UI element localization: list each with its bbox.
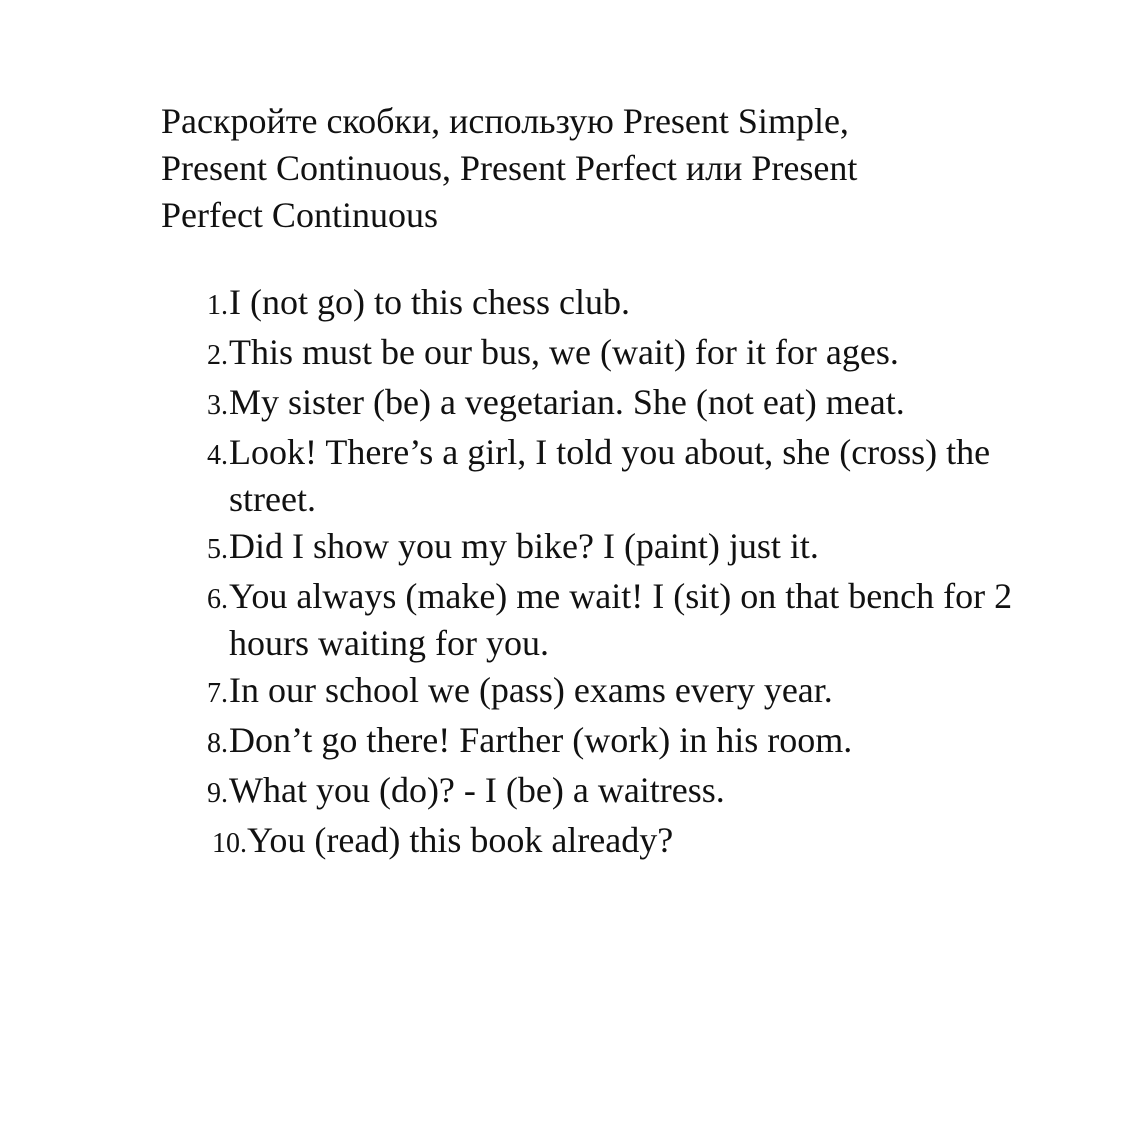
item-number: 9.	[207, 778, 228, 809]
item-text: My sister (be) a vegetarian. She (not eat) meat.	[229, 382, 905, 422]
item-number: 1.	[207, 290, 228, 321]
item-number: 3.	[207, 390, 228, 421]
item-number: 2.	[207, 340, 228, 371]
exercise-instruction: Раскройте скобки, использую Present Simple, Present Continuous, Present Perfect или Present Perfect Continuous	[161, 101, 858, 235]
item-text: I (not go) to this chess club.	[229, 282, 630, 322]
exercise-item-2	[160, 329, 1060, 379]
exercise-item-9	[160, 767, 1060, 817]
exercise-item-5	[160, 523, 1060, 573]
item-text: In our school we (pass) exams every year.	[229, 670, 833, 710]
exercise-list	[160, 279, 1060, 867]
exercise-item-4	[160, 429, 1060, 523]
item-text: Look! There’s a girl, I told you about, she (cross) the street.	[229, 432, 991, 519]
item-number: 10.	[212, 828, 247, 859]
item-number: 5.	[207, 534, 228, 565]
exercise-item-6	[160, 573, 1060, 667]
exercise-item-3	[160, 379, 1060, 429]
exercise-item-1	[160, 279, 1060, 329]
exercise-item-7	[160, 667, 1060, 717]
item-text: What you (do)? - I (be) a waitress.	[229, 770, 725, 810]
exercise-item-10	[160, 817, 1060, 867]
item-text: You (read) this book already?	[247, 820, 674, 860]
item-number: 7.	[207, 678, 228, 709]
item-number: 8.	[207, 728, 228, 759]
item-text: Don’t go there! Farther (work) in his room.	[229, 720, 853, 760]
item-text: This must be our bus, we (wait) for it for ages.	[229, 332, 899, 372]
exercise-item-8	[160, 717, 1060, 767]
item-text: Did I show you my bike? I (paint) just it.	[229, 526, 819, 566]
item-text: You always (make) me wait! I (sit) on that bench for 2 hours waiting for you.	[229, 576, 1013, 663]
item-number: 6.	[207, 584, 228, 615]
item-number: 4.	[207, 440, 228, 471]
